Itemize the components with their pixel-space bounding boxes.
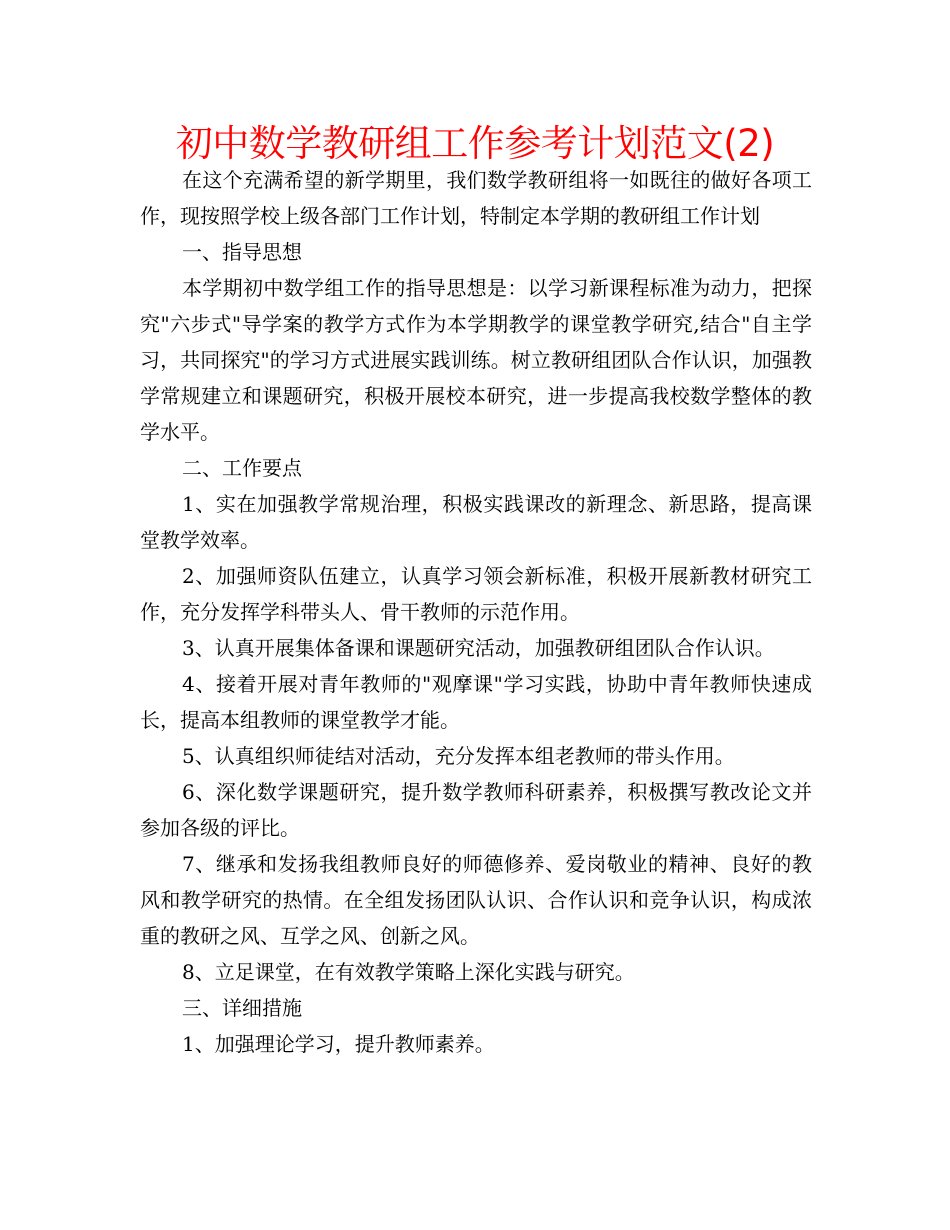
work-point-3: 3、认真开展集体备课和课题研究活动，加强教研组团队合作认识。 (182, 636, 775, 660)
work-point-8: 8、立足课堂，在有效教学策略上深化实践与研究。 (182, 960, 635, 984)
section-heading-guiding-thought: 一、指导思想 (182, 240, 302, 264)
work-point-7: 7、继承和发扬我组教师良好的师德修养、爱岗敬业的精神、良好的教风和教学研究的热情。在全组发扬团队认识、合作认识和竞争认识，构成浓重的教研之风、互学之风、创新之风。 (140, 852, 812, 948)
work-point-4: 4、接着开展对青年教师的"观摩课"学习实践，协助中青年教师快速成长，提高本组教师的课堂教学才能。 (140, 672, 812, 732)
document-title: 初中数学教研组工作参考计划范文(2) (175, 122, 775, 165)
work-point-5: 5、认真组织师徒结对活动，充分发挥本组老教师的带头作用。 (182, 744, 735, 768)
section-heading-measures: 三、详细措施 (182, 996, 302, 1020)
work-point-6: 6、深化数学课题研究，提升数学教师科研素养，积极撰写教改论文并参加各级的评比。 (140, 780, 812, 840)
document-body (140, 162, 812, 1062)
section-heading-work-points: 二、工作要点 (182, 456, 302, 480)
work-point-1: 1、实在加强教学常规治理，积极实践课改的新理念、新思路，提高课堂教学效率。 (140, 492, 812, 552)
measure-1: 1、加强理论学习，提升教师素养。 (182, 1032, 495, 1056)
intro-paragraph: 在这个充满希望的新学期里，我们数学教研组将一如既往的做好各项工作，现按照学校上级各部门工作计划，特制定本学期的教研组工作计划 (140, 168, 812, 228)
work-point-2: 2、加强师资队伍建立，认真学习领会新标准，积极开展新教材研究工作，充分发挥学科带头人、骨干教师的示范作用。 (140, 564, 812, 624)
guiding-thought-paragraph: 本学期初中数学组工作的指导思想是：以学习新课程标准为动力，把探究"六步式"导学案的教学方式作为本学期教学的课堂教学研究,结合"自主学习，共同探究"的学习方式进展实践训练。树立教研组团队合作认识，加强教学常规建立和课题研究，积极开展校本研究，进一步提高我校数学整体的教学水平。 (140, 276, 812, 444)
